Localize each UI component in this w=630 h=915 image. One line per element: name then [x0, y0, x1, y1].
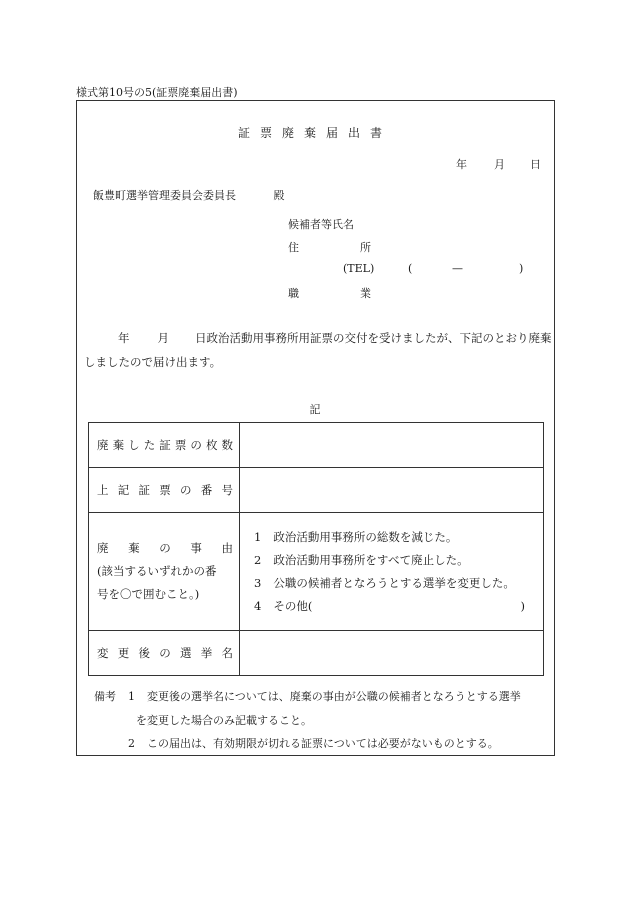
statement-line-1 — [84, 330, 552, 346]
label-discarded-count: 廃 棄 し た 証 票 の 枚 数 — [97, 438, 233, 452]
reason-number: 1 — [254, 529, 262, 544]
reason-list — [240, 513, 544, 631]
details-table — [88, 422, 544, 676]
reason-item[interactable] — [254, 526, 543, 549]
tel-dash: — — [452, 262, 463, 275]
remarks-item-1-continued: を変更した場合のみ記載すること。 — [136, 714, 312, 727]
label-cell — [89, 513, 240, 631]
reason-text: 公職の候補者となろうとする選挙を変更した。 — [273, 575, 515, 590]
applicant-name-label: 候補者等氏名 — [288, 218, 354, 231]
reason-text: その他( — [273, 598, 313, 613]
label-new-election-name: 変 更 後 の 選 挙 名 — [97, 646, 233, 660]
form-label: 様式第10号の5(証票廃棄届出書) — [76, 86, 238, 99]
statement-month: 月 — [157, 331, 169, 345]
statement-line-2: しましたので届け出ます。 — [84, 355, 222, 369]
reason-number: 4 — [254, 598, 262, 613]
label-reason: 廃 棄 の 事 由 — [97, 541, 233, 555]
reason-number: 3 — [254, 575, 262, 590]
value-cell-new-election-name[interactable] — [240, 631, 544, 676]
value-cell-certificate-number[interactable] — [240, 468, 544, 513]
occupation-label-1: 職 — [288, 287, 299, 300]
reason-item[interactable] — [254, 595, 543, 618]
addressee-name: 飯豊町選挙管理委員会委員長 — [93, 189, 236, 202]
remarks-item-1-number: 1 — [128, 690, 135, 703]
tel-open-paren: ( — [408, 262, 413, 275]
addressee-honorific: 殿 — [273, 189, 285, 202]
reason-note-line-1: (該当するいずれかの番 — [97, 564, 217, 578]
statement-year: 年 — [118, 331, 130, 345]
label-cell — [89, 423, 240, 468]
reason-other-close-paren: ) — [520, 598, 525, 613]
remarks-label: 備考 — [94, 690, 116, 703]
table-row — [89, 423, 544, 468]
remarks-line-1 — [94, 688, 521, 704]
date-day-label: 日 — [530, 158, 541, 171]
address-label-2: 所 — [360, 241, 371, 254]
ki-heading: 記 — [309, 403, 321, 416]
label-cell — [89, 468, 240, 513]
date-year-label: 年 — [456, 158, 467, 171]
document-title: 証票廃棄届出書 — [237, 126, 392, 140]
remarks-line-2 — [128, 735, 499, 751]
reason-text: 政治活動用事務所をすべて廃止した。 — [273, 552, 469, 567]
label-cell — [89, 631, 240, 676]
reason-note-line-2: 号を〇で囲むこと。) — [97, 587, 200, 601]
tel-label: (TEL) — [343, 262, 375, 275]
reason-item[interactable] — [254, 549, 543, 572]
date-month-label: 月 — [494, 158, 505, 171]
statement-line-1-text: 日政治活動用事務所用証票の交付を受けましたが、下記のとおり廃棄 — [195, 331, 552, 345]
table-row — [89, 468, 544, 513]
remarks-item-2-number: 2 — [128, 737, 135, 750]
remarks-item-2-text: この届出は、有効期限が切れる証票については必要がないものとする。 — [147, 737, 499, 750]
value-cell-discarded-count[interactable] — [240, 423, 544, 468]
tel-close-paren: ) — [519, 262, 524, 275]
addressee — [93, 187, 285, 203]
reason-text: 政治活動用事務所の総数を減じた。 — [273, 529, 458, 544]
reason-number: 2 — [254, 552, 262, 567]
reason-item[interactable] — [254, 572, 543, 595]
occupation-label-2: 業 — [360, 287, 371, 300]
label-certificate-number: 上 記 証 票 の 番 号 — [97, 483, 233, 497]
table-row — [89, 513, 544, 631]
remarks-item-1-text: 変更後の選挙名については、廃棄の事由が公職の候補者となろうとする選挙 — [147, 690, 521, 703]
table-row — [89, 631, 544, 676]
address-label-1: 住 — [288, 241, 299, 254]
